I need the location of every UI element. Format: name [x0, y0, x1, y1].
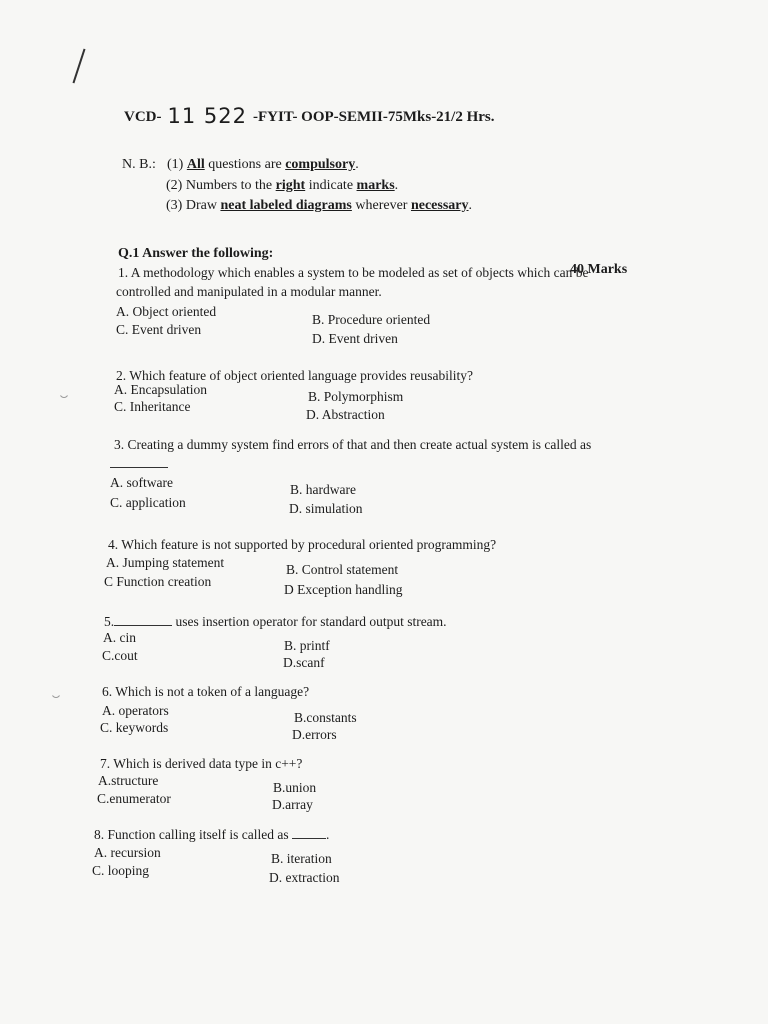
q8-option-d: D. extraction — [269, 870, 340, 885]
q2-option-d: D. Abstraction — [306, 407, 385, 422]
question-6: 6. Which is not a token of a language? — [102, 684, 310, 699]
instruction-2: (2) Numbers to the right indicate marks. — [166, 178, 399, 193]
question-4: 4. Which feature is not supported by procedural oriented programming? — [108, 537, 497, 552]
section-title: Q.1 Answer the following: — [118, 246, 274, 261]
q4-option-a: A. Jumping statement — [106, 555, 225, 570]
instruction-3: (3) Draw neat labeled diagrams wherever necessary. — [166, 198, 473, 213]
q2-option-c: C. Inheritance — [114, 399, 191, 414]
section-marks: 40 Marks — [570, 262, 628, 277]
q1-option-c: C. Event driven — [116, 322, 202, 337]
q1-option-b: B. Procedure oriented — [312, 312, 431, 327]
question-1-line1: 1. A methodology which enables a system to be modeled as set of objects which can be — [118, 265, 589, 280]
q3-option-d: D. simulation — [289, 501, 363, 516]
q4-option-c: C Function creation — [104, 574, 212, 589]
q7-option-c: C.enumerator — [97, 791, 171, 806]
nb-label: N. B.: — [122, 157, 156, 172]
question-5: 5. uses insertion operator for standard output stream. — [104, 614, 447, 629]
q6-option-b: B.constants — [294, 710, 357, 725]
q6-option-c: C. keywords — [100, 720, 169, 735]
q4-option-d: D Exception handling — [284, 582, 403, 597]
q3-option-c: C. application — [110, 495, 186, 510]
q5-option-b: B. printf — [284, 638, 330, 653]
q5-option-d: D.scanf — [283, 655, 325, 670]
q2-option-a: A. Encapsulation — [114, 382, 207, 397]
punch-hole-mark — [50, 680, 62, 698]
handwritten-code: 11 522 — [167, 104, 247, 128]
question-8: 8. Function calling itself is called as . — [94, 827, 330, 842]
q8-option-a: A. recursion — [94, 845, 161, 860]
q1-option-a: A. Object oriented — [116, 304, 217, 319]
q1-option-d: D. Event driven — [312, 331, 398, 346]
question-7: 7. Which is derived data type in c++? — [100, 756, 303, 771]
q7-option-d: D.array — [272, 797, 313, 812]
q5-option-a: A. cin — [103, 630, 136, 645]
header-details: -FYIT- OOP-SEMII-75Mks-21/2 Hrs. — [252, 109, 495, 125]
q2-option-b: B. Polymorphism — [308, 389, 404, 404]
header-prefix: VCD- — [124, 109, 162, 125]
q5-option-c: C.cout — [102, 648, 138, 663]
q7-option-a: A.structure — [98, 773, 159, 788]
q3-option-a: A. software — [110, 475, 173, 490]
q8-option-c: C. looping — [92, 863, 150, 878]
q6-option-d: D.errors — [292, 727, 337, 742]
pen-mark — [72, 49, 85, 84]
q6-option-a: A. operators — [102, 703, 169, 718]
instruction-1: (1) All questions are compulsory. — [167, 157, 359, 172]
question-3: 3. Creating a dummy system find errors of that and then create actual system is called as — [114, 437, 592, 452]
q8-option-b: B. iteration — [271, 851, 332, 866]
question-1-line2: controlled and manipulated in a modular manner. — [116, 284, 382, 299]
q3-answer-blank — [110, 456, 168, 472]
question-2: 2. Which feature of object oriented language provides reusability? — [116, 368, 473, 383]
q4-option-b: B. Control statement — [286, 562, 399, 577]
punch-hole-mark — [58, 380, 70, 398]
q7-option-b: B.union — [273, 780, 317, 795]
paper-header — [124, 102, 495, 126]
q3-option-b: B. hardware — [290, 482, 356, 497]
